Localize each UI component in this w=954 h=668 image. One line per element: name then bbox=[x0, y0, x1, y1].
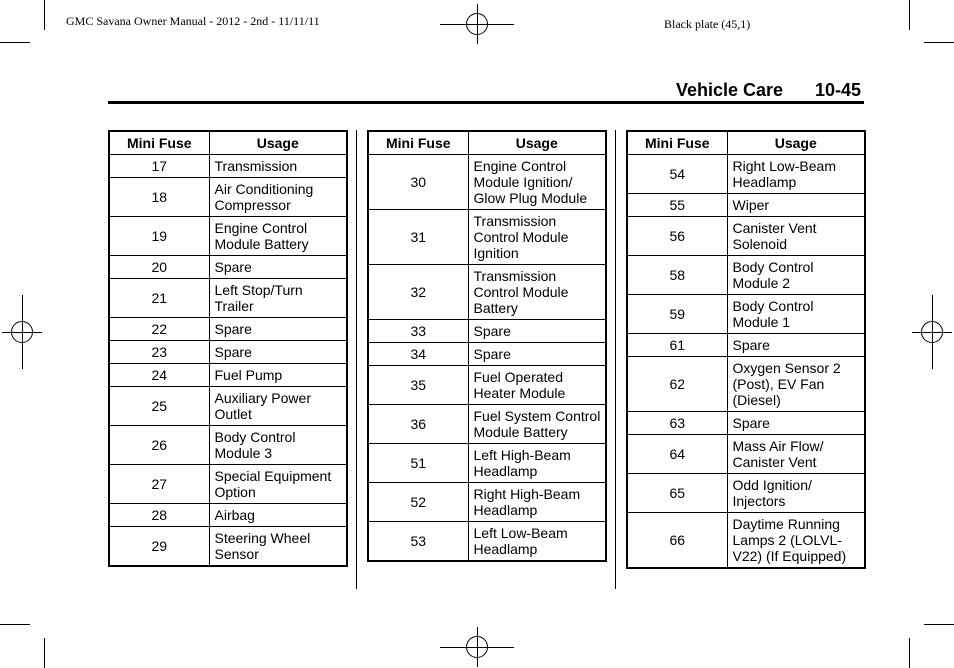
fuse-number: 54 bbox=[627, 155, 727, 194]
fuse-usage: Auxiliary Power Outlet bbox=[209, 387, 347, 426]
plate-label: Black plate (45,1) bbox=[664, 17, 751, 31]
table-row bbox=[368, 444, 606, 483]
table-row bbox=[627, 412, 865, 435]
fuse-usage: Body Control Module 2 bbox=[727, 256, 865, 295]
table-row bbox=[368, 405, 606, 444]
fuse-number: 24 bbox=[109, 364, 209, 387]
fuse-usage: Mass Air Flow/ Canister Vent bbox=[727, 435, 865, 474]
table-row bbox=[109, 387, 347, 426]
table-row bbox=[368, 210, 606, 265]
fuse-number: 63 bbox=[627, 412, 727, 435]
fuse-number: 20 bbox=[109, 256, 209, 279]
title-rule bbox=[108, 101, 864, 104]
table-row bbox=[109, 465, 347, 504]
fuse-number: 25 bbox=[109, 387, 209, 426]
fuse-number: 18 bbox=[109, 178, 209, 217]
fuse-number: 29 bbox=[109, 527, 209, 567]
column-header-usage: Usage bbox=[727, 131, 865, 155]
table-row bbox=[627, 155, 865, 194]
crop-mark bbox=[0, 624, 30, 625]
registration-mark-bottom bbox=[440, 627, 514, 667]
fuse-number: 52 bbox=[368, 483, 468, 522]
table-row bbox=[109, 527, 347, 567]
fuse-number: 65 bbox=[627, 474, 727, 513]
fuse-usage: Transmission Control Module Ignition bbox=[468, 210, 606, 265]
fuse-usage: Steering Wheel Sensor bbox=[209, 527, 347, 567]
fuse-usage: Air Conditioning Compressor bbox=[209, 178, 347, 217]
column-header-mini-fuse: Mini Fuse bbox=[627, 131, 727, 155]
table-row bbox=[627, 435, 865, 474]
table-row bbox=[368, 522, 606, 562]
fuse-usage: Engine Control Module Ignition/ Glow Plug Module bbox=[468, 155, 606, 210]
fuse-usage: Spare bbox=[468, 320, 606, 343]
table-row bbox=[109, 504, 347, 527]
fuse-number: 59 bbox=[627, 295, 727, 334]
manual-title: GMC Savana Owner Manual - 2012 - 2nd - 11/11/11 bbox=[66, 14, 320, 28]
crop-mark bbox=[909, 0, 910, 30]
fuse-number: 64 bbox=[627, 435, 727, 474]
fuse-usage: Transmission bbox=[209, 155, 347, 178]
fuse-number: 51 bbox=[368, 444, 468, 483]
fuse-number: 34 bbox=[368, 343, 468, 366]
fuse-number: 32 bbox=[368, 265, 468, 320]
fuse-number: 30 bbox=[368, 155, 468, 210]
fuse-number: 26 bbox=[109, 426, 209, 465]
crop-mark bbox=[44, 0, 45, 30]
table-row bbox=[627, 256, 865, 295]
table-row bbox=[627, 513, 865, 569]
crop-mark bbox=[909, 638, 910, 668]
table-row bbox=[109, 426, 347, 465]
fuse-number: 22 bbox=[109, 318, 209, 341]
table-row bbox=[109, 217, 347, 256]
fuse-number: 35 bbox=[368, 366, 468, 405]
registration-mark-right bbox=[912, 295, 952, 369]
fuse-usage: Canister Vent Solenoid bbox=[727, 217, 865, 256]
fuse-number: 21 bbox=[109, 279, 209, 318]
fuse-number: 58 bbox=[627, 256, 727, 295]
fuse-usage: Wiper bbox=[727, 194, 865, 217]
fuse-usage: Left High-Beam Headlamp bbox=[468, 444, 606, 483]
column-header-mini-fuse: Mini Fuse bbox=[368, 131, 468, 155]
fuse-usage: Spare bbox=[468, 343, 606, 366]
table-row bbox=[109, 178, 347, 217]
fuse-usage: Body Control Module 3 bbox=[209, 426, 347, 465]
fuse-usage: Fuel Pump bbox=[209, 364, 347, 387]
table-row bbox=[109, 256, 347, 279]
fuse-usage: Right High-Beam Headlamp bbox=[468, 483, 606, 522]
fuse-usage: Airbag bbox=[209, 504, 347, 527]
fuse-usage: Spare bbox=[727, 334, 865, 357]
table-row bbox=[368, 343, 606, 366]
table-row bbox=[368, 265, 606, 320]
table-row bbox=[368, 483, 606, 522]
fuse-number: 28 bbox=[109, 504, 209, 527]
table-row bbox=[627, 334, 865, 357]
fuse-usage: Spare bbox=[209, 256, 347, 279]
fuse-table-3 bbox=[626, 130, 866, 569]
column-header-mini-fuse: Mini Fuse bbox=[109, 131, 209, 155]
fuse-usage: Transmission Control Module Battery bbox=[468, 265, 606, 320]
page-number: 10-45 bbox=[815, 80, 862, 100]
fuse-usage: Special Equipment Option bbox=[209, 465, 347, 504]
fuse-usage: Fuel Operated Heater Module bbox=[468, 366, 606, 405]
table-row bbox=[627, 194, 865, 217]
fuse-usage: Spare bbox=[209, 341, 347, 364]
crop-mark bbox=[924, 42, 954, 43]
table-row bbox=[368, 320, 606, 343]
fuse-number: 36 bbox=[368, 405, 468, 444]
fuse-table-2 bbox=[367, 130, 607, 562]
table-row bbox=[368, 155, 606, 210]
fuse-number: 19 bbox=[109, 217, 209, 256]
fuse-usage: Right Low-Beam Headlamp bbox=[727, 155, 865, 194]
table-row bbox=[109, 364, 347, 387]
crop-mark bbox=[44, 638, 45, 668]
fuse-usage: Oxygen Sensor 2 (Post), EV Fan (Diesel) bbox=[727, 357, 865, 412]
fuse-usage: Left Stop/Turn Trailer bbox=[209, 279, 347, 318]
registration-mark-left bbox=[2, 295, 42, 369]
column-divider bbox=[615, 130, 616, 589]
table-row bbox=[109, 318, 347, 341]
fuse-usage: Fuel System Control Module Battery bbox=[468, 405, 606, 444]
column-header-usage: Usage bbox=[209, 131, 347, 155]
section-title: Vehicle Care bbox=[676, 80, 784, 100]
column-header-usage: Usage bbox=[468, 131, 606, 155]
fuse-number: 62 bbox=[627, 357, 727, 412]
table-row bbox=[109, 155, 347, 178]
table-row bbox=[368, 366, 606, 405]
fuse-number: 61 bbox=[627, 334, 727, 357]
table-row bbox=[627, 357, 865, 412]
table-row bbox=[627, 474, 865, 513]
fuse-number: 55 bbox=[627, 194, 727, 217]
registration-mark-top bbox=[440, 4, 514, 44]
column-divider bbox=[356, 130, 357, 589]
fuse-usage: Body Control Module 1 bbox=[727, 295, 865, 334]
fuse-usage: Daytime Running Lamps 2 (LOLVL-V22) (If Equipped) bbox=[727, 513, 865, 569]
fuse-number: 31 bbox=[368, 210, 468, 265]
table-row bbox=[109, 341, 347, 364]
fuse-usage: Spare bbox=[727, 412, 865, 435]
fuse-number: 33 bbox=[368, 320, 468, 343]
fuse-number: 23 bbox=[109, 341, 209, 364]
fuse-usage: Spare bbox=[209, 318, 347, 341]
fuse-table-1 bbox=[108, 130, 348, 567]
fuse-number: 53 bbox=[368, 522, 468, 562]
table-row bbox=[627, 217, 865, 256]
fuse-number: 66 bbox=[627, 513, 727, 569]
crop-mark bbox=[924, 624, 954, 625]
fuse-usage: Odd Ignition/ Injectors bbox=[727, 474, 865, 513]
fuse-number: 27 bbox=[109, 465, 209, 504]
table-row bbox=[627, 295, 865, 334]
fuse-usage: Left Low-Beam Headlamp bbox=[468, 522, 606, 562]
table-row bbox=[109, 279, 347, 318]
fuse-number: 56 bbox=[627, 217, 727, 256]
fuse-usage: Engine Control Module Battery bbox=[209, 217, 347, 256]
crop-mark bbox=[0, 42, 30, 43]
fuse-number: 17 bbox=[109, 155, 209, 178]
